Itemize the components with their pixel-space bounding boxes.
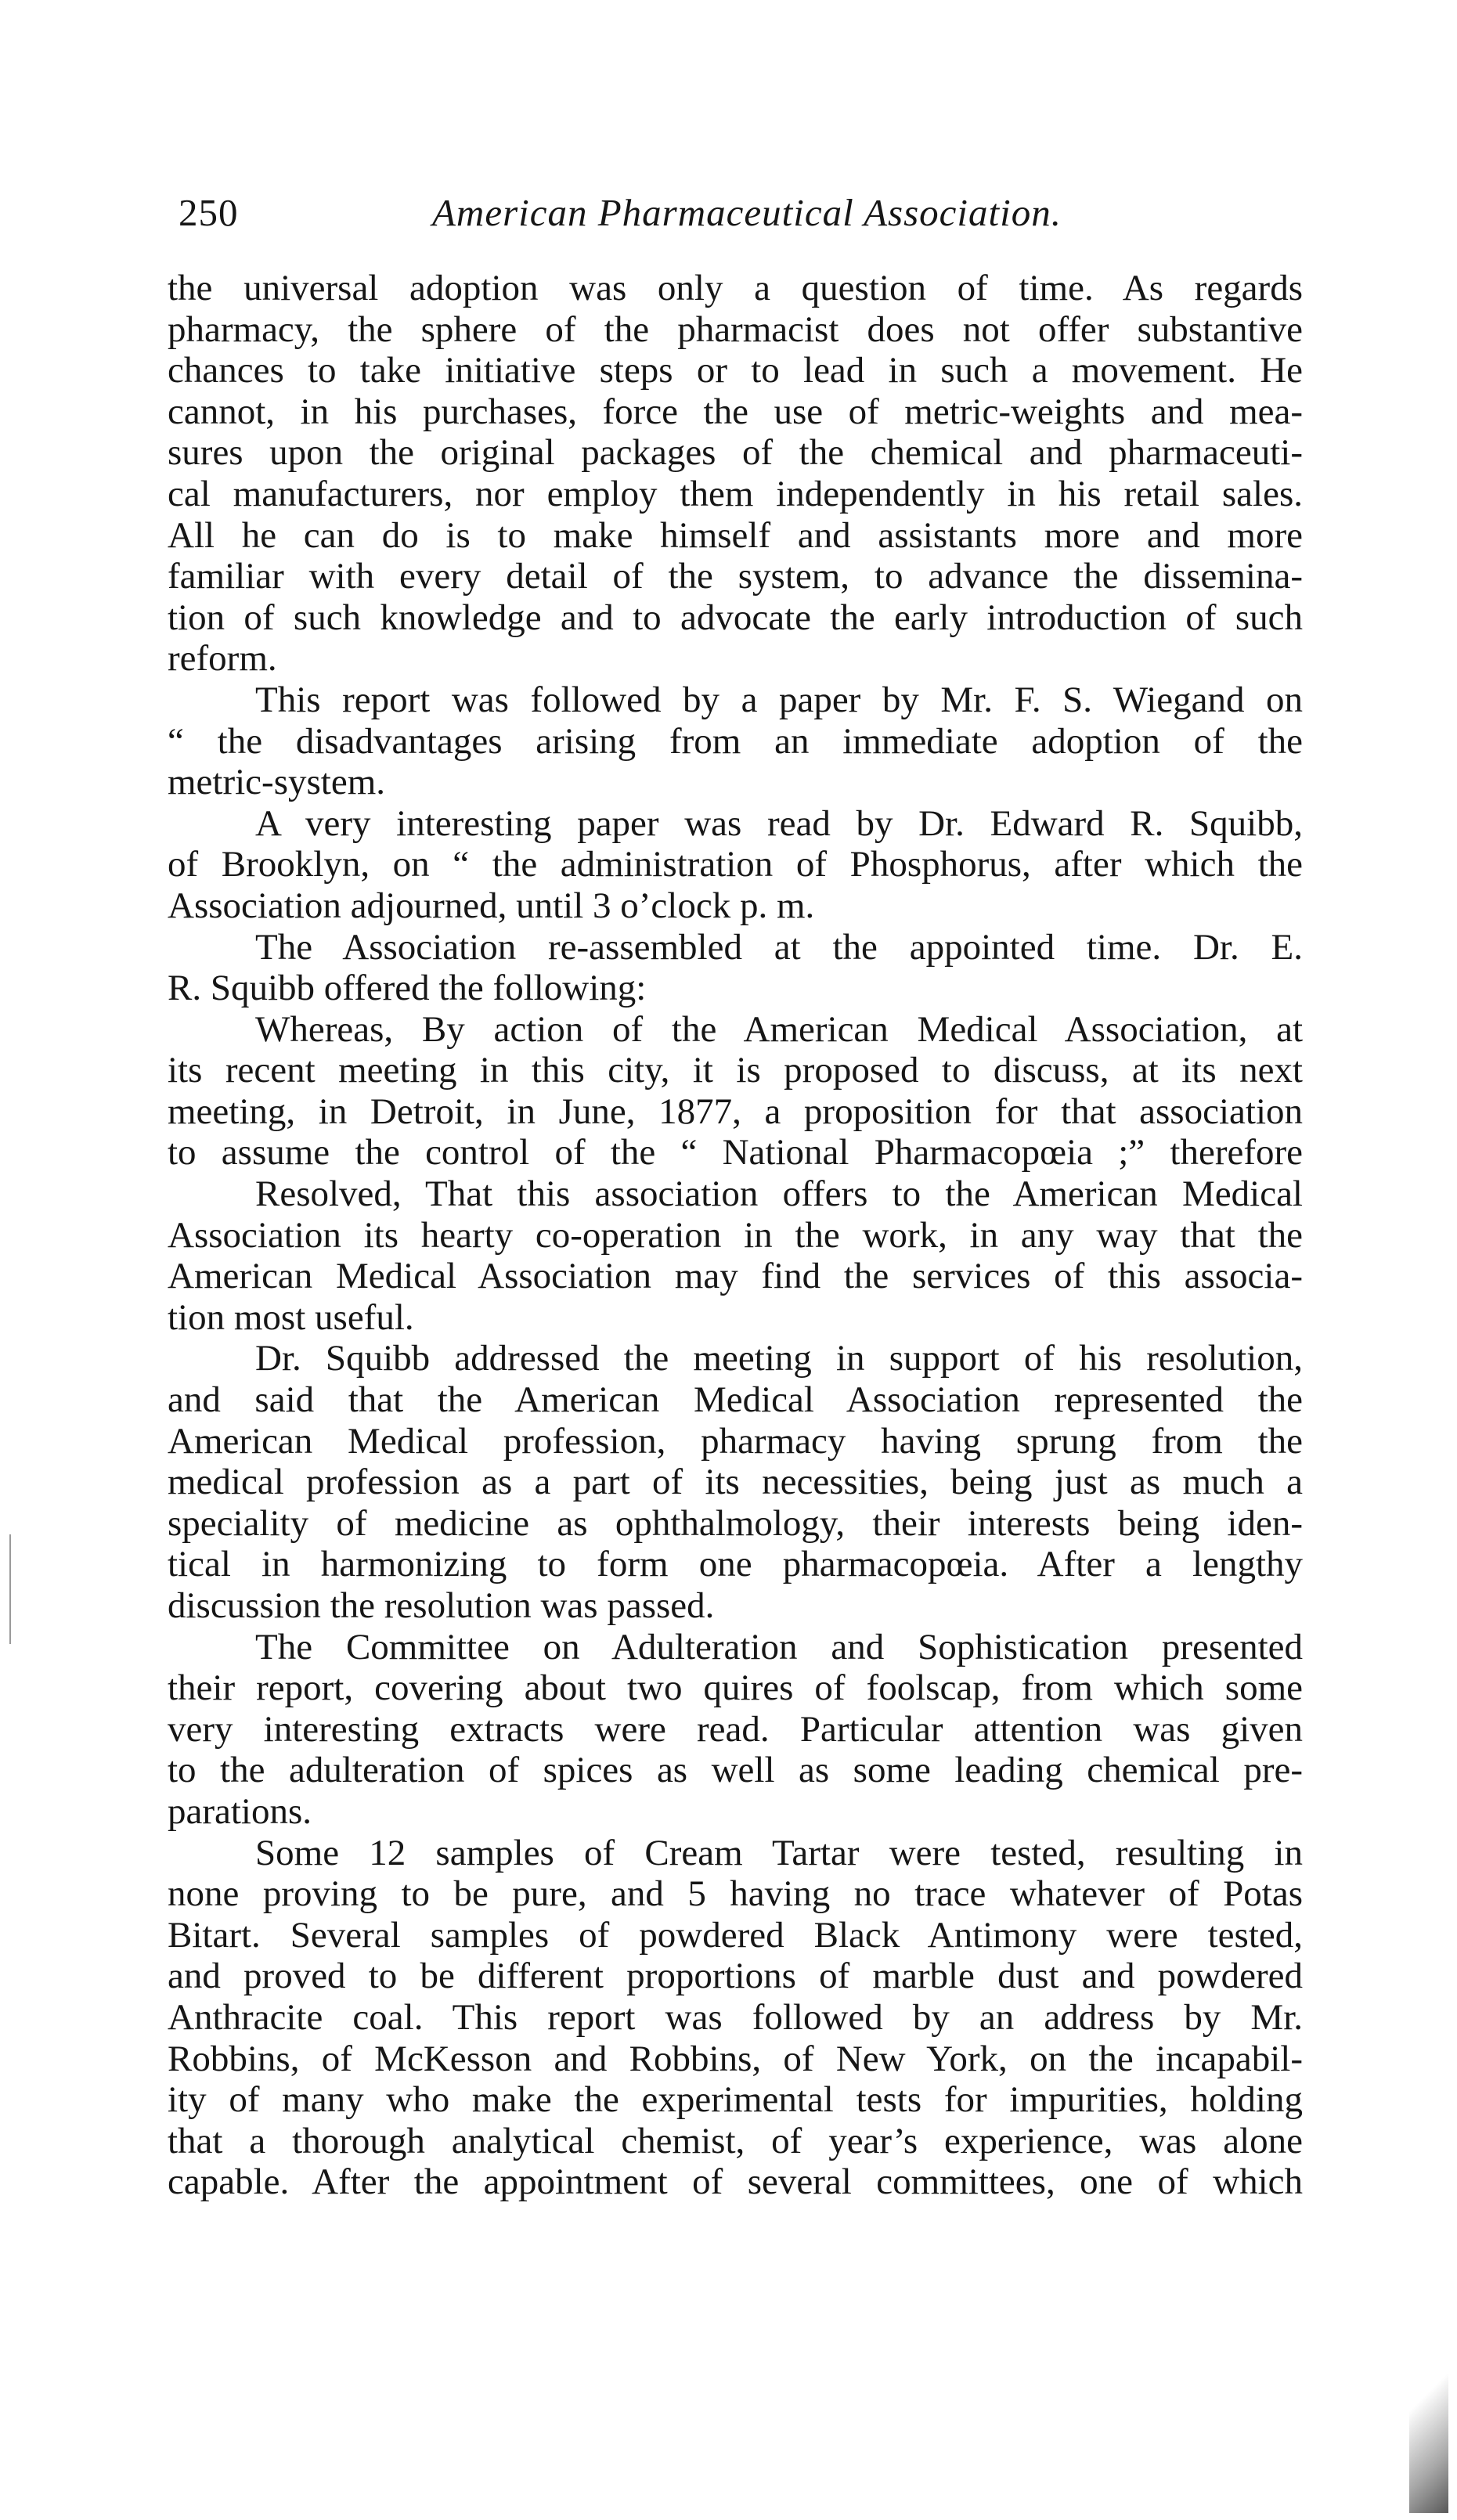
text-line: Resolved, That this association offers to the American Medical: [255, 1173, 1303, 1215]
gutter-mark: [9, 1534, 11, 1644]
text-line: that a thorough analytical chemist, of year’s experience, was alone: [168, 2120, 1303, 2161]
text-line: discussion the resolution was passed.: [168, 1585, 715, 1626]
text-line: familiar with every detail of the system, to advance the dissemina-: [168, 556, 1303, 597]
text-line: Association its hearty co-operation in the work, in any way that the: [168, 1214, 1303, 1256]
text-line: R. Squibb offered the following:: [168, 968, 647, 1009]
text-line: very interesting extracts were read. Particular attention was given: [168, 1708, 1303, 1750]
text-line: All he can do is to make himself and assistants more and more: [168, 514, 1303, 556]
text-line: reform.: [168, 638, 277, 680]
text-line: its recent meeting in this city, it is proposed to discuss, at its next: [168, 1050, 1303, 1091]
running-head: [179, 182, 1165, 244]
text-line: This report was followed by a paper by Mr. F. S. Wiegand on: [255, 679, 1303, 720]
page-edge-mark: [1409, 2317, 1448, 2513]
text-line: Association adjourned, until 3 o’clock p. m.: [168, 885, 815, 926]
text-line: to assume the control of the “ National Pharmacopœia ;” therefore: [168, 1132, 1303, 1173]
text-line: pharmacy, the sphere of the pharmacist does not offer substantive: [168, 308, 1303, 350]
text-line: and said that the American Medical Association represented the: [168, 1379, 1303, 1421]
text-line: speciality of medicine as ophthalmology, their interests being iden-: [168, 1502, 1303, 1544]
text-line: Whereas, By action of the American Medical Association, at: [255, 1008, 1303, 1050]
text-line: their report, covering about two quires of foolscap, from which some: [168, 1667, 1303, 1709]
text-line: tical in harmonizing to form one pharmacopœia. After a lengthy: [168, 1544, 1303, 1585]
text-line: Bitart. Several samples of powdered Black Antimony were tested,: [168, 1914, 1303, 1956]
text-line: tion of such knowledge and to advocate the early introduction of such: [168, 597, 1303, 638]
text-line: cannot, in his purchases, force the use of metric-weights and mea-: [168, 391, 1303, 432]
text-line: tion most useful.: [168, 1296, 414, 1338]
text-line: American Medical Association may find the services of this associa-: [168, 1256, 1303, 1297]
text-line: to the adulteration of spices as well as some leading chemical pre-: [168, 1750, 1303, 1791]
text-line: The Committee on Adulteration and Sophistication presented: [255, 1626, 1303, 1667]
text-line: the universal adoption was only a question of time. As regards: [168, 268, 1303, 308]
text-line: parations.: [168, 1790, 312, 1832]
text-line: The Association re-assembled at the appointed time. Dr. E.: [255, 926, 1303, 968]
text-line: “ the disadvantages arising from an immediate adoption of the: [168, 720, 1303, 762]
text-line: sures upon the original packages of the chemical and pharmaceuti-: [168, 432, 1303, 474]
text-line: chances to take initiative steps or to lead in such a movement. He: [168, 350, 1303, 391]
text-line: A very interesting paper was read by Dr. Edward R. Squibb,: [255, 802, 1303, 844]
text-line: meeting, in Detroit, in June, 1877, a proposition for that association: [168, 1091, 1303, 1132]
text-line: none proving to be pure, and 5 having no trace whatever of Potas: [168, 1873, 1303, 1915]
text-line: of Brooklyn, on “ the administration of Phosphorus, after which the: [168, 844, 1303, 885]
text-line: Anthracite coal. This report was followed by an address by Mr.: [168, 1996, 1303, 2038]
text-line: and proved to be different proportions of marble dust and powdered: [168, 1956, 1303, 1997]
running-title: American Pharmaceutical Association.: [432, 191, 1062, 234]
page-number: 250: [179, 191, 239, 234]
body-text: [168, 268, 1303, 2203]
text-line: ity of many who make the experimental tests for impurities, holding: [168, 2079, 1303, 2121]
text-line: Some 12 samples of Cream Tartar were tested, resulting in: [255, 1832, 1303, 1873]
text-line: Robbins, of McKesson and Robbins, of New York, on the incapabil-: [168, 2038, 1303, 2079]
text-line: American Medical profession, pharmacy having sprung from the: [168, 1420, 1303, 1462]
text-line: medical profession as a part of its necessities, being just as much a: [168, 1462, 1303, 1503]
text-line: metric-system.: [168, 762, 386, 803]
text-line: capable. After the appointment of several committees, one of which: [168, 2161, 1303, 2203]
text-line: Dr. Squibb addressed the meeting in support of his resolution,: [255, 1338, 1303, 1379]
text-line: cal manufacturers, nor employ them independently in his retail sales.: [168, 473, 1303, 514]
